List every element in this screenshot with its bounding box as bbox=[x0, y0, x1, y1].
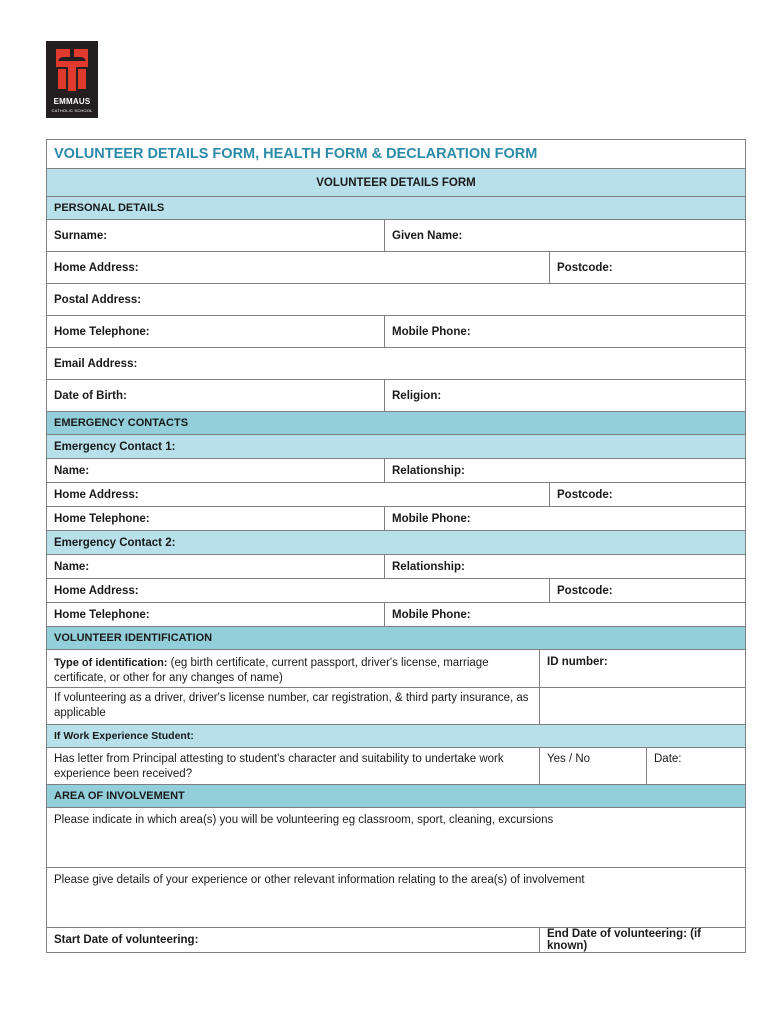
principal-letter-date[interactable]: Date: bbox=[647, 748, 746, 785]
given-name-field[interactable]: Given Name: bbox=[385, 220, 746, 252]
contact1-home-address-field[interactable]: Home Address: bbox=[47, 483, 550, 507]
emergency-contacts-heading: EMERGENCY CONTACTS bbox=[47, 412, 746, 435]
contact1-postcode-field[interactable]: Postcode: bbox=[550, 483, 746, 507]
identification-type-hint: (eg birth certificate, current passport, driver's license, marriage certificate, or other for any changes of name) bbox=[54, 657, 489, 684]
surname-field[interactable]: Surname: bbox=[47, 220, 385, 252]
driver-details-field[interactable]: If volunteering as a driver, driver's license number, car registration, & third party insurance, as applicable bbox=[47, 688, 540, 725]
personal-details-heading: PERSONAL DETAILS bbox=[47, 197, 746, 220]
contact2-home-telephone-field[interactable]: Home Telephone: bbox=[47, 603, 385, 627]
emergency-contact-1-heading: Emergency Contact 1: bbox=[47, 435, 746, 459]
form-title: VOLUNTEER DETAILS FORM, HEALTH FORM & DECLARATION FORM bbox=[47, 140, 746, 169]
driver-details-input[interactable] bbox=[540, 688, 746, 725]
area-of-involvement-heading: AREA OF INVOLVEMENT bbox=[47, 785, 746, 808]
contact2-name-field[interactable]: Name: bbox=[47, 555, 385, 579]
emergency-contact-2-heading: Emergency Contact 2: bbox=[47, 531, 746, 555]
mobile-phone-field[interactable]: Mobile Phone: bbox=[385, 316, 746, 348]
cross-emblem-icon bbox=[54, 47, 90, 93]
form-subtitle: VOLUNTEER DETAILS FORM bbox=[47, 169, 746, 197]
postal-address-field[interactable]: Postal Address: bbox=[47, 284, 746, 316]
email-address-field[interactable]: Email Address: bbox=[47, 348, 746, 380]
principal-letter-question: Has letter from Principal attesting to student's character and suitability to undertake work experience been received? bbox=[47, 748, 540, 785]
volunteer-identification-heading: VOLUNTEER IDENTIFICATION bbox=[47, 627, 746, 650]
work-experience-heading: If Work Experience Student: bbox=[47, 725, 746, 748]
school-logo bbox=[46, 41, 98, 118]
start-date-field[interactable]: Start Date of volunteering: bbox=[47, 928, 540, 953]
id-number-field[interactable]: ID number: bbox=[540, 650, 746, 688]
volunteer-form bbox=[46, 139, 746, 953]
contact1-mobile-phone-field[interactable]: Mobile Phone: bbox=[385, 507, 746, 531]
experience-details-field[interactable]: Please give details of your experience or other relevant information relating to the area(s) of involvement bbox=[47, 868, 746, 928]
logo-name: EMMAUS bbox=[53, 97, 91, 106]
identification-type-field[interactable] bbox=[47, 650, 540, 688]
involvement-areas-field[interactable]: Please indicate in which area(s) you will be volunteering eg classroom, sport, cleaning, excursions bbox=[47, 808, 746, 868]
home-telephone-field[interactable]: Home Telephone: bbox=[47, 316, 385, 348]
date-of-birth-field[interactable]: Date of Birth: bbox=[47, 380, 385, 412]
contact1-relationship-field[interactable]: Relationship: bbox=[385, 459, 746, 483]
identification-type-label: Type of identification: bbox=[54, 657, 168, 669]
home-address-field[interactable]: Home Address: bbox=[47, 252, 550, 284]
contact1-home-telephone-field[interactable]: Home Telephone: bbox=[47, 507, 385, 531]
principal-letter-yes-no[interactable]: Yes / No bbox=[540, 748, 647, 785]
contact2-mobile-phone-field[interactable]: Mobile Phone: bbox=[385, 603, 746, 627]
contact1-name-field[interactable]: Name: bbox=[47, 459, 385, 483]
religion-field[interactable]: Religion: bbox=[385, 380, 746, 412]
contact2-relationship-field[interactable]: Relationship: bbox=[385, 555, 746, 579]
contact2-postcode-field[interactable]: Postcode: bbox=[550, 579, 746, 603]
postcode-field[interactable]: Postcode: bbox=[550, 252, 746, 284]
logo-subtitle: CATHOLIC SCHOOL bbox=[51, 108, 93, 113]
contact2-home-address-field[interactable]: Home Address: bbox=[47, 579, 550, 603]
end-date-field[interactable]: End Date of volunteering: (if known) bbox=[540, 928, 746, 953]
